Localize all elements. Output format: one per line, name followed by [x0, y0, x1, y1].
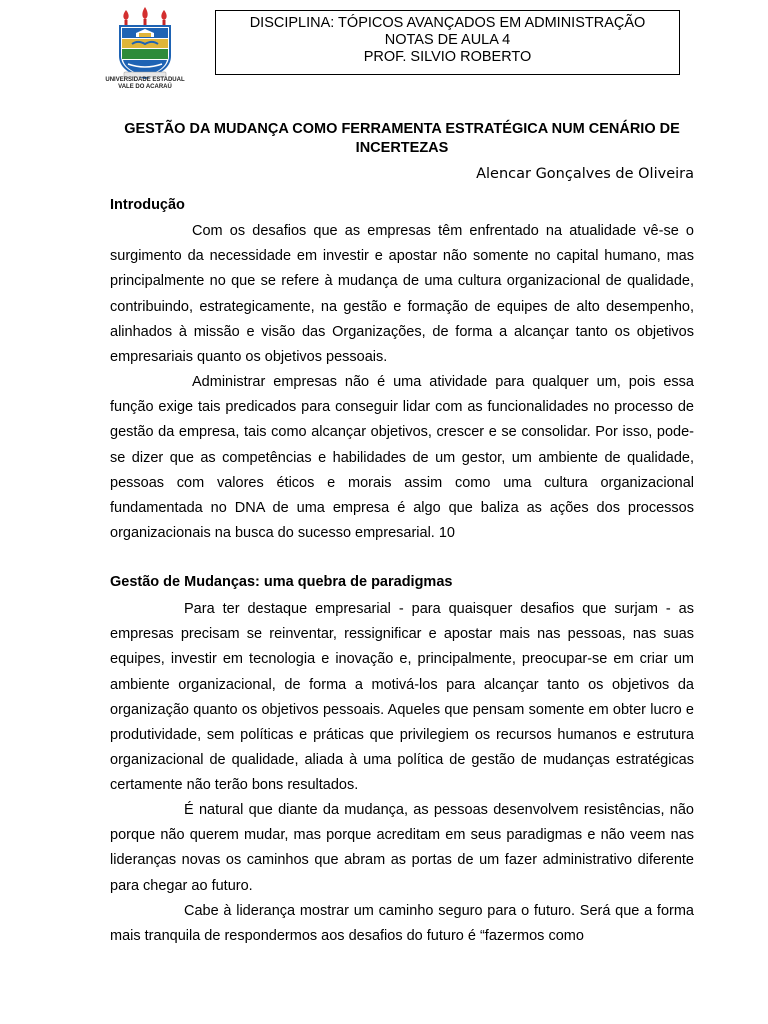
- flame-icon: [123, 7, 166, 26]
- paragraph: Para ter destaque empresarial - para quaisquer desafios que surjam - as empresas precisam se reinventar, ressignificar e apostar mais nas pessoas, nas suas equipes, investir em tecnologia e inovação e, principalmente, preocupar-se em criar um ambiente organizacional, de forma a motivá-los para alcançar tanto os objetivos da organização quanto os objetivos pessoais. Aqueles que pensam somente em obter lucro e produtividade, sem políticas e práticas que privilegiem os recursos humanos e estrutura organizacional de qualidade, aliada à uma política de gestão de mudanças estratégicas certamente não terão bons resultados.: [110, 601, 694, 794]
- paragraph: Com os desafios que as empresas têm enfrentado na atualidade vê-se o surgimento da necessidade em investir e apostar não somente no capital humano, mas principalmente no que se refere à mudança de uma cultura organizacional de qualidade, contribuindo, estrategicamente, na gestão e formação de equipes de alto desempenho, alinhados à missão e visão das Organizações, de forma a alcançar tanto os objetivos empresariais quanto os objetivos pessoais.: [110, 223, 694, 366]
- document-title: GESTÃO DA MUDANÇA COMO FERRAMENTA ESTRATÉGICA NUM CENÁRIO DE INCERTEZAS: [124, 121, 680, 156]
- paragraph: Cabe à liderança mostrar um caminho seguro para o futuro. Será que a forma mais tranquila de respondermos aos desafios do futuro é “fazermos como: [110, 903, 694, 945]
- paragraph: Administrar empresas não é uma atividade para qualquer um, pois essa função exige tais predicados para conseguir lidar com as funcionalidades no processo de gestão da empresa, tais como alcançar objetivos, crescer e se consolidar. Por isso, pode-se dizer que as competências e habilidades de um gestor, um ambiente de qualidade, pessoas com valores éticos e morais assim como uma cultura organizacional fundamentada no DNA de uma empresa é algo que baliza as ações dos processos organizacionais na busca do sucesso empresarial. 10: [110, 374, 694, 542]
- logo-caption: [100, 77, 190, 91]
- course-header-box: [215, 10, 680, 75]
- section-heading-introducao: Introdução: [110, 197, 185, 213]
- course-discipline: DISCIPLINA: TÓPICOS AVANÇADOS EM ADMINISTRAÇÃO: [249, 15, 646, 31]
- logo-caption-line1: UNIVERSIDADE ESTADUAL: [105, 77, 185, 83]
- author-name: Alencar Gonçalves de Oliveira: [476, 166, 694, 182]
- lecture-notes-number: NOTAS DE AULA 4: [384, 32, 511, 48]
- logo-caption-line2: VALE DO ACARAÚ: [118, 84, 172, 90]
- section-heading-gestao-de-mudancas: Gestão de Mudanças: uma quebra de paradigmas: [110, 574, 453, 590]
- paragraph: É natural que diante da mudança, as pessoas desenvolvem resistências, não porque não querem mudar, mas porque acreditam em seus paradigmas e não veem nas lideranças novas os caminhos que abram as portas de um fazer administrativo diferente para chegar ao futuro.: [110, 802, 694, 894]
- professor-name: PROF. SILVIO ROBERTO: [363, 49, 532, 65]
